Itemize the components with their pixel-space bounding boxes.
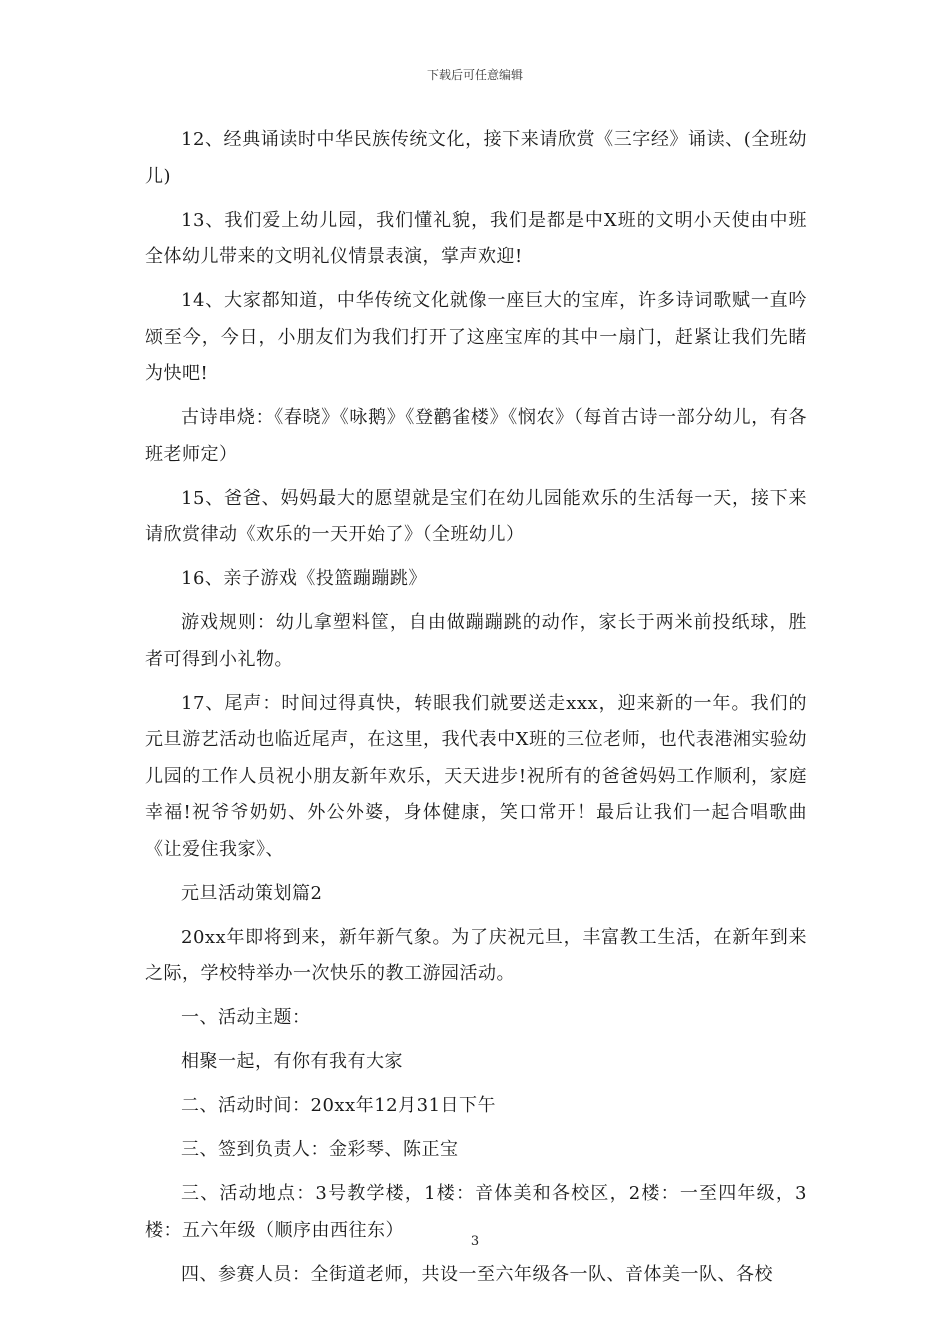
paragraph: 14、大家都知道，中华传统文化就像一座巨大的宝库，许多诗词歌赋一直吟颂至今，今日，小朋友们为我们打开了这座宝库的其中一扇门，赶紧让我们先睹为快吧! xyxy=(145,290,807,384)
paragraph: 15、爸爸、妈妈最大的愿望就是宝们在幼儿园能欢乐的生活每一天，接下来请欣赏律动《欢乐的一天开始了》（全班幼儿） xyxy=(145,487,807,545)
paragraph: 16、亲子游戏《投篮蹦蹦跳》 xyxy=(181,568,427,589)
list-item: 一、活动主题： xyxy=(181,1007,311,1028)
list-item: 三、活动地点：3号教学楼，1楼：音体美和各校区，2楼：一至四年级，3楼：五六年级（顺序由西往东） xyxy=(145,1183,807,1241)
paragraph: 古诗串烧：《春晓》《咏鹅》《登鹳雀楼》《悯农》（每首古诗一部分幼儿，有各班老师定） xyxy=(145,407,807,465)
list-item: 四、参赛人员：全街道老师，共设一至六年级各一队、音体美一队、各校 xyxy=(181,1263,773,1285)
list-item: 二、活动时间：20xx年12月31日下午 xyxy=(181,1095,497,1116)
paragraph: 相聚一起，有你有我有大家 xyxy=(181,1051,403,1072)
list-item: 三、签到负责人：金彩琴、陈正宝 xyxy=(181,1139,459,1160)
section-title: 元旦活动策划篇2 xyxy=(181,882,323,904)
paragraph: 游戏规则：幼儿拿塑料筐，自由做蹦蹦跳的动作，家长于两米前投纸球，胜者可得到小礼物。 xyxy=(145,612,807,670)
page-header: 下载后可任意编辑 xyxy=(426,68,523,82)
paragraph: 17、尾声：时间过得真快，转眼我们就要送走xxx，迎来新的一年。我们的元旦游艺活动也临近尾声，在这里，我代表中X班的三位老师，也代表港湘实验幼儿园的工作人员祝小朋友新年欢乐，天天进步!祝所有的爸爸妈妈工作顺利，家庭幸福!祝爷爷奶奶、外公外婆，身体健康，笑口常开！最后让我们一起合唱歌曲《让爱住我家》、 xyxy=(145,692,807,860)
paragraph: 20xx年即将到来，新年新气象。为了庆祝元旦，丰富教工生活，在新年到来之际，学校特举办一次快乐的教工游园活动。 xyxy=(145,926,807,984)
paragraph: 13、我们爱上幼儿园，我们懂礼貌，我们是都是中X班的文明小天使由中班全体幼儿带来的文明礼仪情景表演，掌声欢迎! xyxy=(145,209,807,267)
document-body xyxy=(145,122,807,1301)
paragraph: 12、经典诵读时中华民族传统文化，接下来请欣赏《三字经》诵读、(全班幼儿) xyxy=(145,129,807,187)
page-number: 3 xyxy=(470,1234,480,1249)
